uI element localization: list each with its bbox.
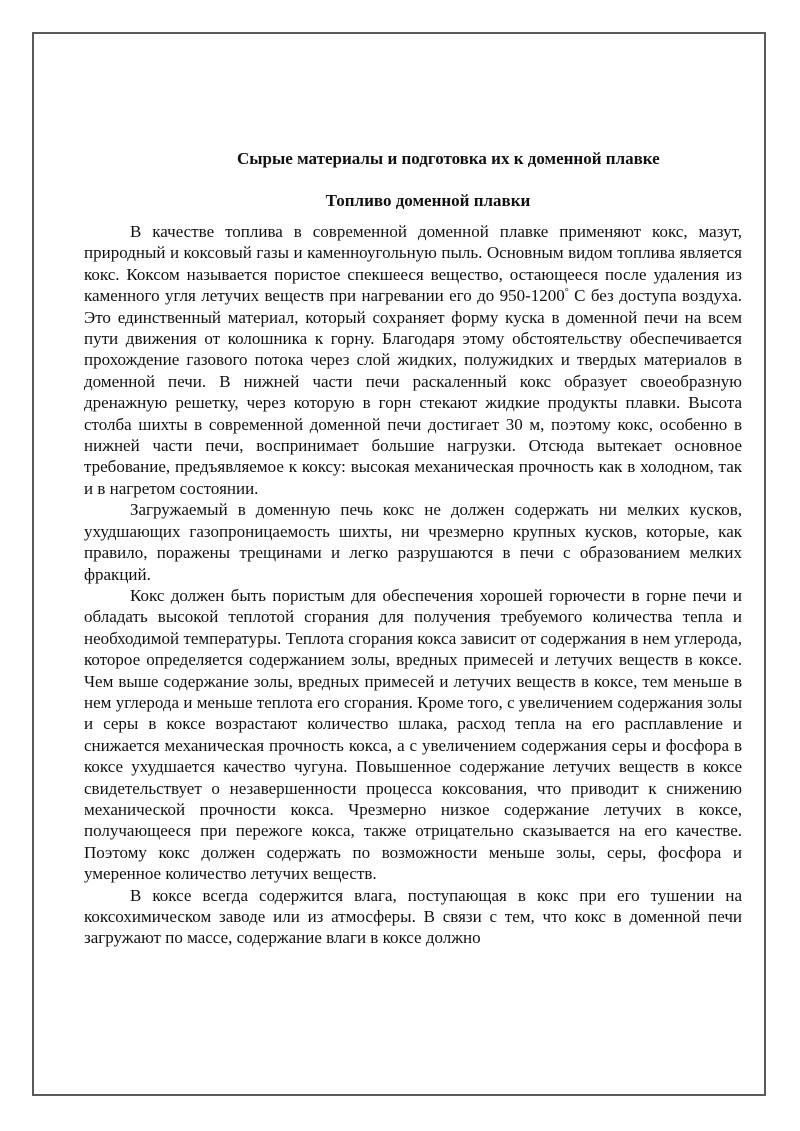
document-title: Сырые материалы и подготовка их к доменной плавке	[237, 149, 660, 168]
degree-sign: °	[564, 287, 569, 299]
section-title: Топливо доменной плавки	[325, 191, 531, 210]
paragraph-1-text-b: С без доступа воздуха. Это единственный материал, который сохраняет форму куска в доменной печи на всем пути движения от колошника к горну. Благодаря этому обстоятельству обеспечивается прохождение газового потока через слой жидких, полужидких и твердых материалов в доменной печи. В нижней части печи раскаленный кокс образует своеобразную дренажную решетку, через которую в горн стекают жидкие продукты плавки. Высота столба шихты в современной доменной печи достигает 30 м, поэтому кокс, особенно в нижней части печи, воспринимает большие нагрузки. Отсюда вытекает основное требование, предъявляемое к коксу: высокая механическая прочность как в холодном, так и в нагретом состоянии.	[84, 286, 742, 498]
document-content	[84, 148, 742, 949]
paragraph-4: В коксе всегда содержится влага, поступающая в кокс при его тушении на коксохимическом заводе или из атмосферы. В связи с тем, что кокс в доменной печи загружают по массе, содержание влаги в коксе должно	[84, 885, 742, 948]
document-body	[84, 221, 742, 949]
paragraph-2: Загружаемый в доменную печь кокс не должен содержать ни мелких кусков, ухудшающих газопроницаемость шихты, ни чрезмерно крупных кусков, которые, как правило, поражены трещинами и легко разрушаются в печи с образованием мелких фракций.	[84, 500, 742, 584]
paragraph-1	[84, 221, 742, 499]
paragraph-3: Кокс должен быть пористым для обеспечения хорошей горючести в горне печи и обладать высокой теплотой сгорания для получения требуемого количества тепла и необходимой температуры. Теплота сгорания кокса зависит от содержания в нем углерода, которое определяется содержанием золы, вредных примесей и летучих веществ в коксе. Чем выше содержание золы, вредных примесей и летучих веществ в коксе, тем меньше в нем углерода и меньше теплота его сгорания. Кроме того, с увеличением содержания золы и серы в коксе возрастают количество шлака, расход тепла на его расплавление и снижается механическая прочность кокса, а с увеличением содержания серы и фосфора в коксе ухудшается качество чугуна. Повышенное содержание летучих веществ в коксе свидетельствует о незавершенности процесса коксования, что приводит к снижению механической прочности кокса. Чрезмерно низкое содержание летучих в коксе, получающееся при пережоге кокса, также отрицательно сказывается на его качестве. Поэтому кокс должен содержать по возможности меньше золы, серы, фосфора и умеренное количество летучих веществ.	[84, 585, 742, 884]
paragraph-1-text-a: В качестве топлива в современной доменной плавке применяют кокс, мазут, природный и коксовый газы и каменноугольную пыль. Основным видом топлива является кокс. Коксом называется пористое спекшееся вещество, остающееся после удаления из каменного угля летучих веществ при нагревании его до 950-1200	[84, 222, 742, 306]
